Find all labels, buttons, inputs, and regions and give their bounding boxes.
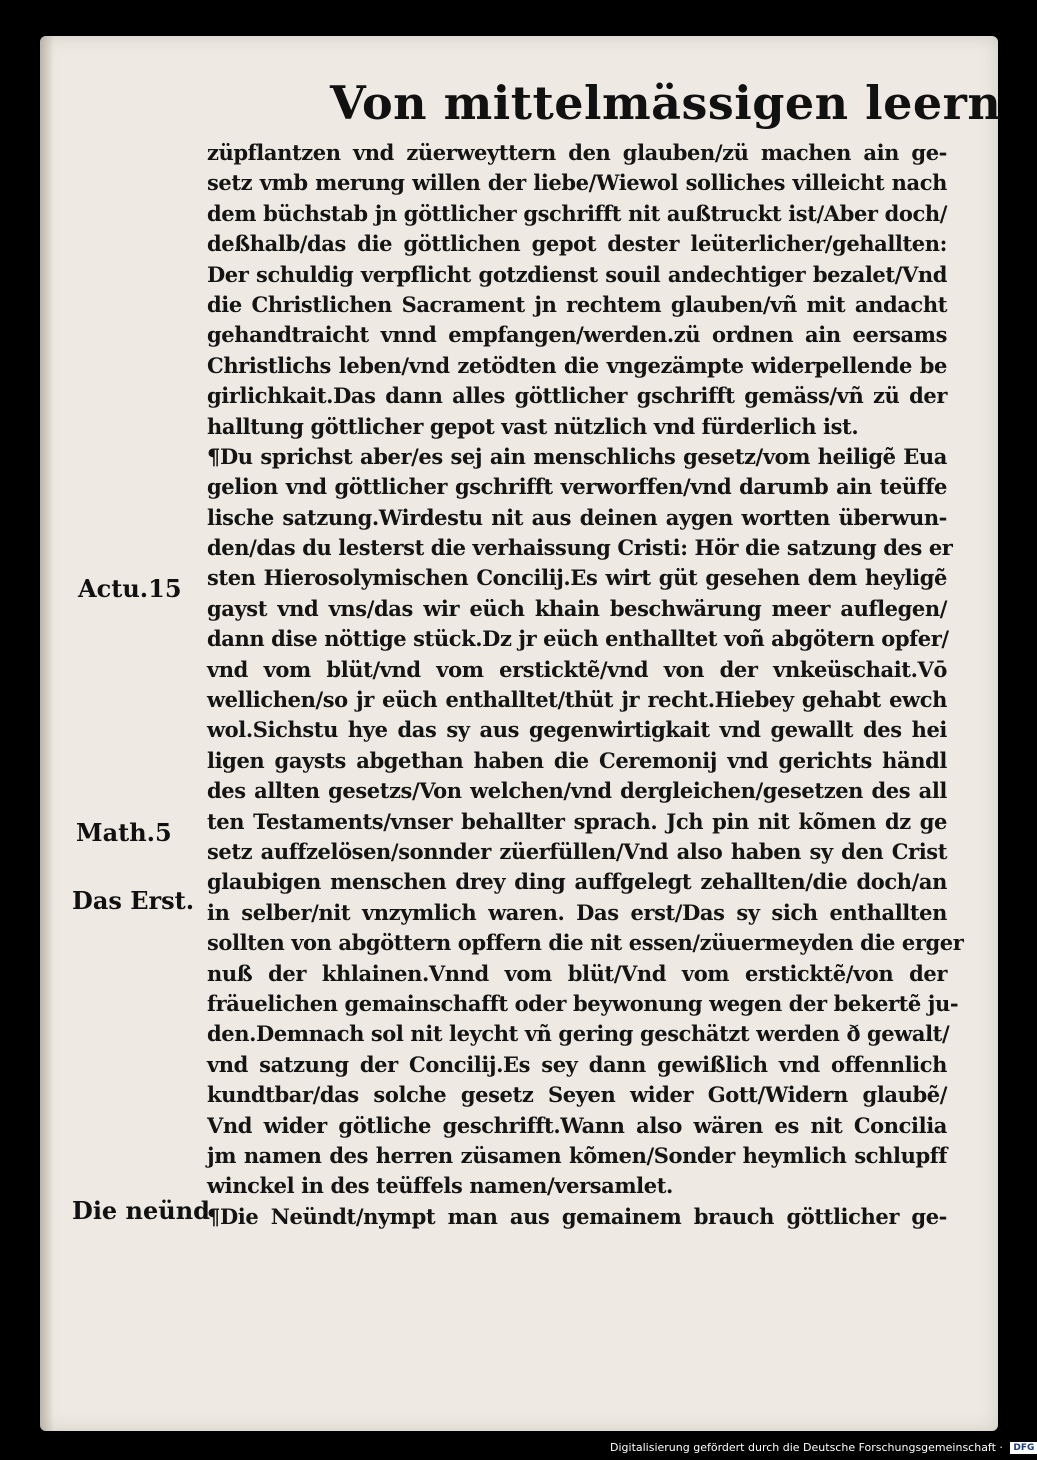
text-line: gayst vnd vns/das wir eüch khain beschwärung meer auflegen/: [207, 595, 947, 621]
text-line: züpflantzen vnd züerweyttern den glauben/zü machen ain ge-: [207, 140, 947, 165]
text-line: winckel in des teüffels namen/versamlet.: [207, 1173, 673, 1199]
text-line: gelion vnd göttlicher gschrifft verworffen/vnd darumb ain teüffe: [207, 474, 947, 500]
text-line: sten Hierosolymischen Concilij.Es wirt güt gesehen dem heyligẽ: [207, 565, 947, 591]
marginal-note-math: Math.5: [76, 818, 172, 847]
body-text: [207, 138, 964, 1232]
text-line: ten Testaments/vnser behallter sprach. Jch pin nit kõmen dz ge: [207, 808, 947, 834]
text-line: wol.Sichstu hye das sy aus gegenwirtigkait vnd gewallt des hei: [207, 717, 947, 743]
text-line: dann dise nöttige stück.Dz jr eüch enthalltet voñ abgötern opfer/: [207, 626, 949, 652]
text-line: Christlichs leben/vnd zetödten die vngezämpte widerpellende be: [207, 352, 947, 378]
text-line: ¶Du sprichst aber/es sej ain menschlichs gesetz/vom heiligẽ Eua: [207, 443, 947, 469]
text-line: halltung göttlicher gepot vast nützlich vnd fürderlich ist.: [207, 413, 859, 439]
text-line: jm namen des herren züsamen kõmen/Sonder heymlich schlupff: [207, 1142, 947, 1168]
text-line: vnd vom blüt/vnd vom ersticktẽ/vnd von der vnkeüschait.Vō: [207, 656, 947, 682]
text-line: in selber/nit vnzymlich waren. Das erst/Das sy sich enthallten: [207, 899, 947, 925]
page-gutter-shadow: [40, 36, 54, 1431]
text-line: vnd satzung der Concilij.Es sey dann gewißlich vnd offennlich: [207, 1051, 947, 1077]
text-line: gehandtraicht vnnd empfangen/werden.zü ordnen ain eersams: [207, 322, 947, 348]
text-line: setz auffzelösen/sonnder züerfüllen/Vnd also haben sy den Crist: [207, 838, 947, 864]
text-line: lische satzung.Wirdestu nit aus deinen aygen wortten überwun-: [207, 504, 947, 530]
text-line: deßhalb/das die göttlichen gepot dester leüterlicher/gehallten:: [207, 231, 947, 257]
text-line: dem büchstab jn göttlicher gschrifft nit außtruckt ist/Aber doch/: [207, 200, 947, 226]
credit-text: Digitalisierung gefördert durch die Deutsche Forschungsgemeinschaft ·: [610, 1441, 1003, 1454]
marginal-note-erst: Das Erst.: [72, 886, 195, 915]
marginal-note-actu: Actu.15: [78, 574, 182, 603]
running-head: Von mittelmässigen leern: [330, 76, 1002, 130]
text-line: fräuelichen gemainschafft oder beywonung wegen der bekertẽ ju-: [207, 990, 959, 1016]
text-line: girlichkait.Das dann alles göttlicher gschrifft gemäss/vñ zü der: [207, 383, 947, 409]
text-line: ¶Die Neündt/nympt man aus gemainem brauch göttlicher ge-: [207, 1203, 947, 1229]
text-line: des allten gesetzs/Von welchen/vnd dergleichen/gesetzen des all: [207, 778, 947, 804]
text-line: den/das du lesterst die verhaissung Cristi: Hör die satzung des er: [207, 535, 953, 561]
text-line: Vnd wider götliche geschrifft.Wann also wären es nit Concilia: [207, 1112, 947, 1138]
marginal-note-neund: Die neünd: [72, 1196, 210, 1225]
text-line: sollten von abgöttern opffern die nit essen/züuermeyden die erger: [207, 930, 964, 956]
text-line: setz vmb merung willen der liebe/Wiewol solliches villeicht nach: [207, 170, 947, 196]
text-line: wellichen/so jr eüch enthalltet/thüt jr recht.Hiebey gehabt ewch: [207, 687, 947, 713]
text-line: nuß der khlainen.Vnnd vom blüt/Vnd vom ersticktẽ/von der: [207, 960, 947, 986]
text-line: kundtbar/das solche gesetz Seyen wider Gott/Widern glaubẽ/: [207, 1082, 947, 1108]
text-line: den.Demnach sol nit leycht vñ gering geschätzt werden ð gewalt/: [207, 1021, 950, 1047]
text-line: die Christlichen Sacrament jn rechtem glauben/vñ mit andacht: [207, 291, 947, 317]
text-line: glaubigen menschen drey ding auffgelegt zehallten/die doch/an: [207, 869, 947, 895]
text-line: ligen gaysts abgethan haben die Ceremonij vnd gerichts händl: [207, 747, 947, 773]
digitization-credit: [610, 1440, 1035, 1456]
dfg-logo: DFG: [1010, 1442, 1037, 1454]
text-line: Der schuldig verpflicht gotzdienst souil andechtiger bezalet/Vnd: [207, 261, 947, 287]
